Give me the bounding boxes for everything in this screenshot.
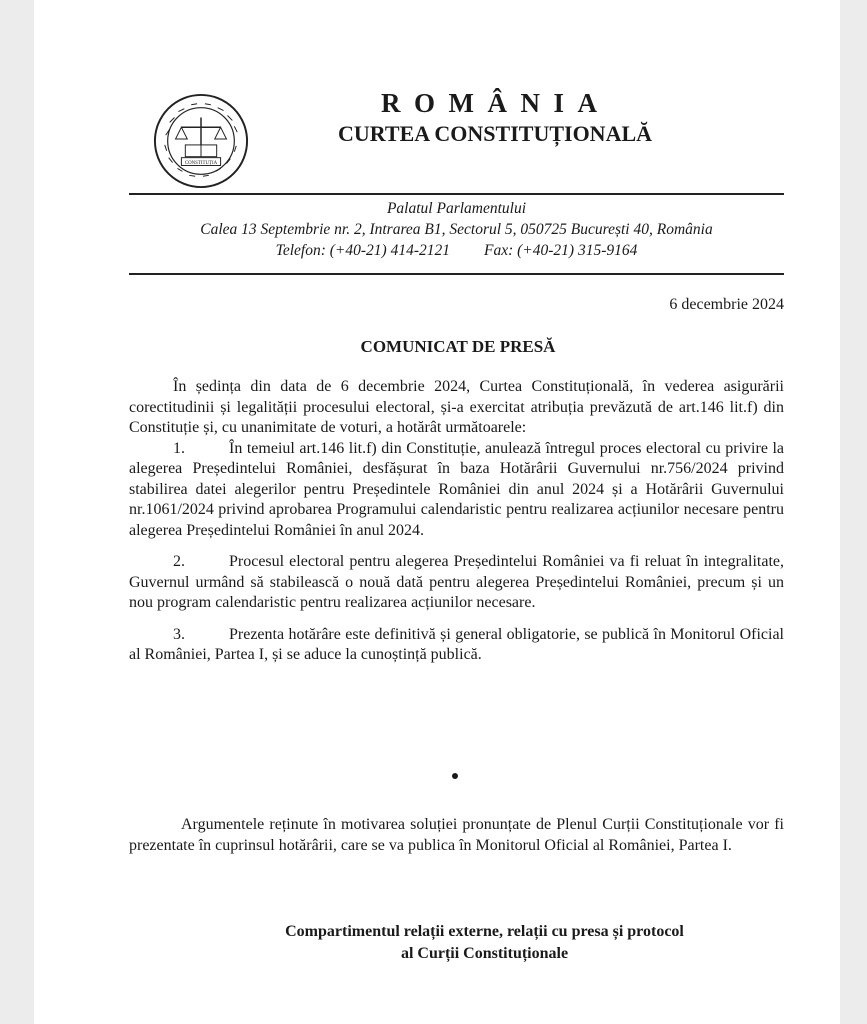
address-block xyxy=(129,198,784,261)
court-seal-icon xyxy=(152,92,250,190)
svg-text:CONSTITUȚIA: CONSTITUȚIA xyxy=(184,161,218,167)
header-divider-bottom xyxy=(129,273,784,275)
institution-heading: CURTEA CONSTITUȚIONALĂ xyxy=(338,121,653,146)
list-item: 1. În temeiul art.146 lit.f) din Constituție, anulează întregul proces electoral cu privire la alegerea Președintelui României, desfășurat în baza Hotărârii Guvernului nr.756/2024 privind stabilirea datei alegerilor pentru Președintele României din anul 2024 și a Hotărârii Guvernului nr.1061/2024 privind aprobarea Programului calendaristic pentru realizarea acțiunilor necesare pentru alegerea Președintelui României în anul 2024. xyxy=(129,439,784,539)
separator-bullet xyxy=(452,773,458,779)
closing-paragraph: Argumentele reținute în motivarea soluției pronunțate de Plenul Curții Constituționale vor fi prezentate în cuprinsul hotărârii, care se va publica în Monitorul Oficial al României, Partea I. xyxy=(129,816,784,854)
list-item: 3. Prezenta hotărâre este definitivă și general obligatorie, se publică în Monitorul Oficial al României, Partea I, și se aduce la cunoștință publică. xyxy=(129,625,784,663)
header-divider-top xyxy=(129,193,784,195)
country-heading: ROMÂNIA xyxy=(381,88,611,118)
phone-text: Telefon: (+40-21) 414-2121 xyxy=(275,242,450,259)
signature-block xyxy=(129,921,840,965)
signature-line-2: al Curții Constituționale xyxy=(400,945,569,962)
document-date: 6 decembrie 2024 xyxy=(669,296,784,313)
address-building: Palatul Parlamentului xyxy=(386,200,527,217)
list-item: 2. Procesul electoral pentru alegerea Președintelui României va fi reluat în integralitate, Guvernul urmând să stabilească o nouă dată pentru alegerea Președintelui României, precum și un nou program calendaristic pentru realizarea acțiunilor necesare. xyxy=(129,553,784,611)
fax-text: Fax: (+40-21) 315-9164 xyxy=(483,242,638,259)
document-body xyxy=(129,377,784,666)
address-contact xyxy=(129,240,784,261)
signature-line-1: Compartimentul relații externe, relații cu presa și protocol xyxy=(285,923,684,940)
intro-paragraph: În ședința din data de 6 decembrie 2024, Curtea Constituțională, în vederea asigurării corectitudinii și legalității procesului electoral, și-a exercitat atribuția prevăzută de art.146 lit.f) din Constituție și, cu unanimitate de voturi, a hotărât următoarele: xyxy=(129,378,784,436)
document-title: COMUNICAT DE PRESĂ xyxy=(360,337,556,356)
address-street: Calea 13 Septembrie nr. 2, Intrarea B1, Sectorul 5, 050725 București 40, România xyxy=(200,221,713,238)
